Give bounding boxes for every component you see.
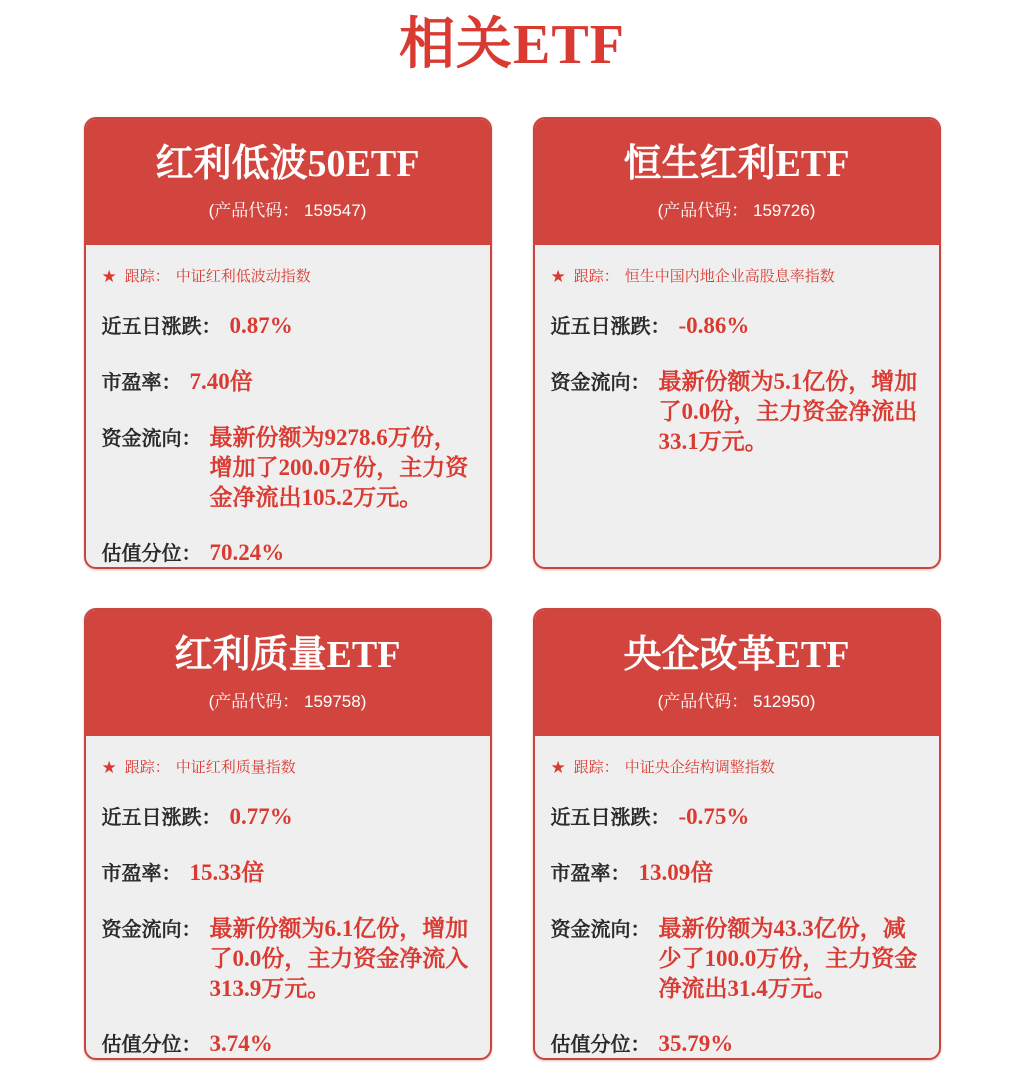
etf-card-header bbox=[535, 119, 939, 245]
fund-flow-label: 资金流向： bbox=[101, 919, 202, 941]
valuation-row bbox=[102, 1029, 472, 1060]
pe-row bbox=[102, 367, 472, 398]
valuation-label: 估值分位： bbox=[550, 1034, 651, 1056]
pe-value: 7.40倍 bbox=[189, 369, 253, 394]
etf-card-body bbox=[535, 245, 939, 457]
change-value: -0.75% bbox=[678, 804, 750, 829]
pe-label: 市盈率： bbox=[101, 372, 182, 394]
page-title: 相关ETF bbox=[399, 14, 625, 76]
track-label: 跟踪： bbox=[573, 759, 619, 776]
fund-flow-label: 资金流向： bbox=[550, 372, 651, 394]
track-label: 跟踪： bbox=[124, 759, 170, 776]
etf-card-body bbox=[86, 245, 490, 569]
etf-product-code: (产品代码： 159726) bbox=[657, 201, 816, 220]
valuation-value: 3.74% bbox=[209, 1031, 273, 1056]
etf-name: 红利低波50ETF bbox=[155, 143, 420, 185]
fund-flow-row bbox=[102, 423, 472, 513]
etf-product-code: (产品代码： 512950) bbox=[657, 692, 816, 711]
etf-name: 恒生红利ETF bbox=[623, 143, 850, 185]
etf-card-header bbox=[86, 610, 490, 736]
track-index-name: 中证红利低波动指数 bbox=[175, 268, 311, 285]
star-icon: ★ bbox=[550, 758, 566, 777]
track-row bbox=[102, 759, 472, 777]
track-label: 跟踪： bbox=[124, 268, 170, 285]
etf-name: 红利质量ETF bbox=[174, 634, 401, 676]
pe-row bbox=[551, 858, 921, 889]
etf-product-code: (产品代码： 159547) bbox=[208, 201, 367, 220]
change-row bbox=[551, 311, 921, 342]
change-label: 近五日涨跌： bbox=[101, 807, 222, 829]
fund-flow-value: 最新份额为6.1亿份，增加了0.0份，主力资金净流入313.9万元。 bbox=[209, 916, 469, 1001]
change-row bbox=[102, 311, 472, 342]
change-label: 近五日涨跌： bbox=[101, 316, 222, 338]
star-icon: ★ bbox=[101, 267, 117, 286]
valuation-row bbox=[551, 1029, 921, 1060]
etf-card-body bbox=[86, 736, 490, 1060]
change-value: 0.87% bbox=[229, 313, 293, 338]
pe-row bbox=[102, 858, 472, 889]
track-index-name: 恒生中国内地企业高股息率指数 bbox=[624, 268, 835, 285]
valuation-value: 35.79% bbox=[658, 1031, 734, 1056]
fund-flow-value: 最新份额为43.3亿份，减少了100.0万份，主力资金净流出31.4万元。 bbox=[658, 916, 918, 1001]
pe-label: 市盈率： bbox=[550, 863, 631, 885]
fund-flow-label: 资金流向： bbox=[550, 919, 651, 941]
etf-card-159758 bbox=[84, 608, 492, 1060]
fund-flow-row bbox=[551, 914, 921, 1004]
etf-card-body bbox=[535, 736, 939, 1060]
star-icon: ★ bbox=[101, 758, 117, 777]
pe-label: 市盈率： bbox=[101, 863, 182, 885]
change-row bbox=[551, 802, 921, 833]
track-row bbox=[102, 268, 472, 286]
fund-flow-label: 资金流向： bbox=[101, 428, 202, 450]
pe-value: 15.33倍 bbox=[189, 860, 265, 885]
fund-flow-row bbox=[551, 367, 921, 457]
track-row bbox=[551, 268, 921, 286]
track-label: 跟踪： bbox=[573, 268, 619, 285]
etf-name: 央企改革ETF bbox=[623, 634, 850, 676]
etf-card-159726 bbox=[533, 117, 941, 569]
change-label: 近五日涨跌： bbox=[550, 316, 671, 338]
fund-flow-value: 最新份额为5.1亿份，增加了0.0份，主力资金净流出33.1万元。 bbox=[658, 369, 918, 454]
star-icon: ★ bbox=[550, 267, 566, 286]
etf-card-159547 bbox=[84, 117, 492, 569]
etf-card-grid bbox=[84, 117, 941, 1060]
etf-card-header bbox=[535, 610, 939, 736]
valuation-row bbox=[102, 538, 472, 569]
fund-flow-value: 最新份额为9278.6万份，增加了200.0万份，主力资金净流出105.2万元。 bbox=[209, 425, 469, 510]
fund-flow-row bbox=[102, 914, 472, 1004]
valuation-label: 估值分位： bbox=[101, 543, 202, 565]
etf-card-512950 bbox=[533, 608, 941, 1060]
change-value: 0.77% bbox=[229, 804, 293, 829]
valuation-label: 估值分位： bbox=[101, 1034, 202, 1056]
valuation-value: 70.24% bbox=[209, 540, 285, 565]
track-index-name: 中证红利质量指数 bbox=[175, 759, 296, 776]
pe-value: 13.09倍 bbox=[638, 860, 714, 885]
etf-product-code: (产品代码： 159758) bbox=[208, 692, 367, 711]
change-label: 近五日涨跌： bbox=[550, 807, 671, 829]
etf-card-header bbox=[86, 119, 490, 245]
track-index-name: 中证央企结构调整指数 bbox=[624, 759, 775, 776]
track-row bbox=[551, 759, 921, 777]
change-row bbox=[102, 802, 472, 833]
change-value: -0.86% bbox=[678, 313, 750, 338]
